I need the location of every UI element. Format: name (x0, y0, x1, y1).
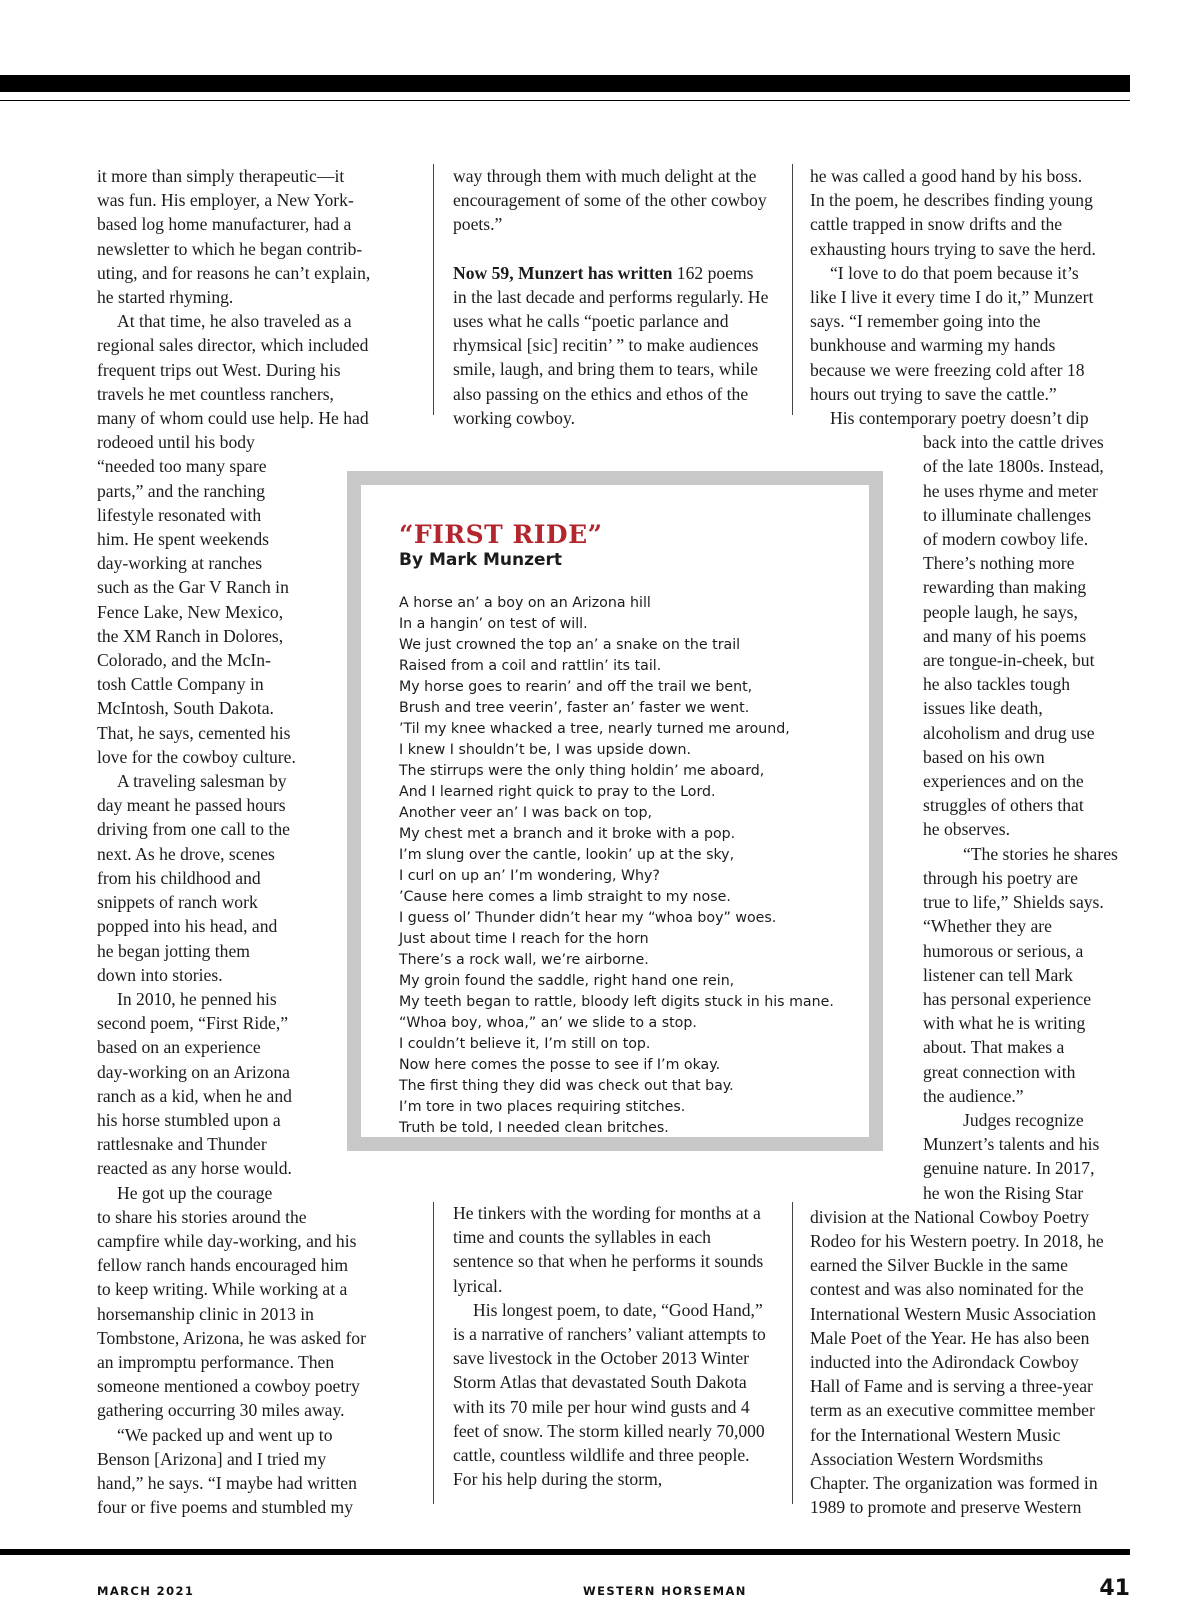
text-line: Rodeo for his Western poetry. In 2018, he (810, 1230, 1104, 1251)
paragraph (810, 164, 1140, 261)
poem-line: I’m tore in two places requiring stitches. (399, 1099, 686, 1115)
text-line: tosh Cattle Company in (97, 674, 264, 695)
text-line: 1989 to promote and preserve Western (810, 1497, 1082, 1518)
paragraph (810, 261, 1140, 406)
text-line: alcoholism and drug use (923, 722, 1095, 743)
text-line: he won the Rising Star (923, 1182, 1084, 1203)
text-line: he also tackles tough (923, 674, 1071, 695)
text-line: struggles of others that (923, 795, 1084, 816)
text-line: great connection with (923, 1061, 1076, 1082)
poem-line: My groin found the saddle, right hand one rein, (399, 973, 735, 989)
text-line: the XM Ranch in Dolores, (97, 625, 284, 646)
article-column-2-bottom (453, 1201, 773, 1491)
text-line: Colorado, and the McIn- (97, 650, 271, 671)
text-line: Association Western Wordsmiths (810, 1448, 1044, 1469)
text-line: based log home manufacturer, had a (97, 214, 352, 235)
text-line: In 2010, he penned his (117, 988, 277, 1009)
paragraph (453, 261, 771, 430)
text-line: has personal experience (923, 988, 1092, 1009)
poem-line: I’m slung over the cantle, lookin’ up at the sky, (399, 847, 735, 863)
text-line: because we were freezing cold after 18 (810, 359, 1085, 380)
text-line: he started rhyming. (97, 287, 234, 308)
text-line: he uses rhyme and meter (923, 480, 1098, 501)
text-line: Hall of Fame and is serving a three-year (810, 1376, 1093, 1397)
text-line: His contemporary poetry doesn’t dip (830, 408, 1089, 429)
text-line: inducted into the Adirondack Cowboy (810, 1351, 1079, 1372)
text-line: many of whom could use help. He had (97, 408, 369, 429)
text-line: hand,” he says. “I maybe had written (97, 1472, 357, 1493)
text-line: uting, and for reasons he can’t explain, (97, 262, 371, 283)
poem-line: Just about time I reach for the horn (399, 931, 649, 947)
text-line: In the poem, he describes finding young (810, 190, 1093, 211)
text-line: of modern cowboy life. (923, 529, 1089, 550)
text-line: him. He spent weekends (97, 529, 269, 550)
text-line: people laugh, he says, (923, 601, 1078, 622)
text-line: horsemanship clinic in 2013 in (97, 1303, 314, 1324)
text-line: newsletter to which he began contrib- (97, 238, 363, 259)
column-divider (792, 164, 793, 415)
poem-line: We just crowned the top an’ a snake on the trail (399, 637, 741, 653)
paragraph (97, 164, 417, 309)
poem-line: And I learned right quick to pray to the Lord. (399, 784, 716, 800)
text-line: to share his stories around the (97, 1206, 307, 1227)
text-line: lifestyle resonated with (97, 504, 262, 525)
text-line: campfire while day-working, and his (97, 1230, 357, 1251)
text-line: based on his own (923, 746, 1045, 767)
text-line: term as an executive committee member (810, 1400, 1095, 1421)
header-rule-thick (0, 75, 1130, 92)
poem-line: In a hangin’ on test of will. (399, 616, 588, 632)
text-line: genuine nature. In 2017, (923, 1158, 1095, 1179)
text-line: it more than simply therapeutic—it (97, 166, 345, 186)
text-line: gathering occurring 30 miles away. (97, 1400, 345, 1421)
header-rule-thin (0, 100, 1130, 101)
text-line: Chapter. The organization was formed in (810, 1472, 1098, 1493)
text-line: like I live it every time I do it,” Munzert (810, 287, 1094, 308)
text-line: from his childhood and (97, 867, 261, 888)
poem-line: There’s a rock wall, we’re airborne. (399, 952, 649, 968)
poem-line: The first thing they did was check out that bay. (399, 1078, 734, 1094)
text-line: an impromptu performance. Then (97, 1351, 335, 1372)
text-line: Tombstone, Arizona, he was asked for (97, 1327, 366, 1348)
text-line: someone mentioned a cowboy poetry (97, 1376, 360, 1397)
text-line: rattlesnake and Thunder (97, 1134, 267, 1155)
text-line: A traveling salesman by (117, 771, 287, 792)
text-line: humorous or serious, a (923, 940, 1084, 961)
text-line: rewarding than making (923, 577, 1087, 598)
text-line: he was called a good hand by his boss. (810, 166, 1083, 186)
paragraph-text: 162 poems in the last decade and performs regularly. He uses what he calls “poetic parlance and rhymsical [sic] recitin’ ” to make audiences smile, laugh, and bring them to tears, while also passing on the ethics and ethos of the working cowboy. (453, 262, 769, 428)
page-number: 41 (1099, 1576, 1130, 1601)
text-line: rodeoed until his body (97, 432, 255, 453)
text-line: based on an experience (97, 1037, 261, 1058)
text-line: was fun. His employer, a New York- (97, 190, 354, 211)
text-line: Fence Lake, New Mexico, (97, 601, 284, 622)
text-line: to keep writing. While working at a (97, 1279, 348, 1300)
paragraph (97, 1423, 417, 1520)
text-line: listener can tell Mark (923, 964, 1073, 985)
text-line: driving from one call to the (97, 819, 290, 840)
text-line: true to life,” Shields says. (923, 892, 1104, 913)
text-line: fellow ranch hands encouraged him (97, 1255, 349, 1276)
text-line: contest and was also nominated for the (810, 1279, 1084, 1300)
text-line: “We packed up and went up to (117, 1424, 333, 1445)
column-divider (433, 1202, 434, 1504)
text-line: Munzert’s talents and his (923, 1134, 1100, 1155)
text-line: through his poetry are (923, 867, 1078, 888)
poem-line: My horse goes to rearin’ and off the trail we bent, (399, 679, 753, 695)
paragraph: way through them with much delight at the encouragement of some of the other cowboy poets.” (453, 166, 767, 235)
text-line: with what he is writing (923, 1013, 1086, 1034)
text-line: He got up the courage (117, 1182, 273, 1203)
text-line: says. “I remember going into the (810, 311, 1041, 332)
poem-sidebar (347, 471, 883, 1151)
text-line: he observes. (923, 819, 1010, 840)
text-line: for the International Western Music (810, 1424, 1061, 1445)
text-line: regional sales director, which included (97, 335, 369, 356)
poem-author: By Mark Munzert (399, 550, 563, 570)
text-line: day-working on an Arizona (97, 1061, 290, 1082)
poem-line: Raised from a coil and rattlin’ its tail. (399, 658, 662, 674)
text-line: second poem, “First Ride,” (97, 1013, 289, 1034)
text-line: At that time, he also traveled as a (117, 311, 352, 332)
poem-body (399, 593, 849, 1139)
text-line: love for the cowboy culture. (97, 746, 296, 767)
text-line: Benson [Arizona] and I tried my (97, 1448, 327, 1469)
text-line: ranch as a kid, when he and (97, 1085, 292, 1106)
text-line: travels he met countless ranchers, (97, 383, 334, 404)
paragraph (810, 1108, 1140, 1519)
text-line: snippets of ranch work (97, 892, 258, 913)
article-column-2-top (453, 164, 771, 430)
poem-line: I couldn’t believe it, I’m still on top. (399, 1036, 651, 1052)
paragraph (97, 1181, 417, 1423)
poem-line: My teeth began to rattle, bloody left digits stuck in his mane. (399, 994, 834, 1010)
poem-line: I guess ol’ Thunder didn’t hear my “whoa boy” woes. (399, 910, 777, 926)
text-line: and many of his poems (923, 625, 1087, 646)
footer-date: MARCH 2021 (97, 1584, 195, 1598)
text-line: Judges recognize (963, 1109, 1084, 1130)
text-line: such as the Gar V Ranch in (97, 577, 289, 598)
text-line: the audience.” (923, 1085, 1024, 1106)
text-line: International Western Music Association (810, 1303, 1097, 1324)
text-line: down into stories. (97, 964, 223, 985)
text-line: exhausting hours trying to save the herd. (810, 238, 1096, 259)
text-line: popped into his head, and (97, 916, 278, 937)
text-line: four or five poems and stumbled my (97, 1497, 354, 1518)
text-line: issues like death, (923, 698, 1043, 719)
text-line: parts,” and the ranching (97, 480, 266, 501)
text-line: That, he says, cemented his (97, 722, 291, 743)
poem-line: A horse an’ a boy on an Arizona hill (399, 595, 651, 611)
text-line: McIntosh, South Dakota. (97, 698, 274, 719)
column-divider (792, 1202, 793, 1504)
poem-title: “FIRST RIDE” (399, 520, 603, 549)
text-line: cattle trapped in snow drifts and the (810, 214, 1063, 235)
text-line: hours out trying to save the cattle.” (810, 383, 1057, 404)
poem-line: ’Cause here comes a limb straight to my nose. (399, 889, 731, 905)
text-line: experiences and on the (923, 771, 1084, 792)
text-line: are tongue-in-cheek, but (923, 650, 1095, 671)
text-line: bunkhouse and warming my hands (810, 335, 1056, 356)
lead-in: Now 59, Munzert has written (453, 262, 673, 283)
text-line: reacted as any horse would. (97, 1158, 292, 1179)
poem-line: Truth be told, I needed clean britches. (399, 1120, 669, 1136)
poem-line: Brush and tree veerin’, faster an’ faster we went. (399, 700, 750, 716)
poem-line: ’Til my knee whacked a tree, nearly turned me around, (399, 721, 790, 737)
text-line: back into the cattle drives (923, 432, 1104, 453)
text-line: day-working at ranches (97, 553, 263, 574)
text-line: frequent trips out West. During his (97, 359, 341, 380)
footer-magazine: WESTERN HORSEMAN (583, 1584, 747, 1598)
paragraph: He tinkers with the wording for months at a time and counts the syllables in each sentence so that when he performs it sounds lyrical. (453, 1203, 764, 1296)
text-line: “I love to do that poem because it’s (830, 262, 1079, 283)
text-line: day meant he passed hours (97, 795, 286, 816)
text-line: of the late 1800s. Instead, (923, 456, 1104, 477)
poem-line: I curl on up an’ I’m wondering, Why? (399, 868, 660, 884)
text-line: division at the National Cowboy Poetry (810, 1206, 1090, 1227)
text-line: “Whether they are (923, 916, 1052, 937)
text-line: his horse stumbled upon a (97, 1109, 281, 1130)
text-line: to illuminate challenges (923, 504, 1092, 525)
text-line: about. That makes a (923, 1037, 1065, 1058)
poem-panel (361, 485, 869, 1137)
column-divider (433, 164, 434, 415)
text-line: next. As he drove, scenes (97, 843, 275, 864)
poem-line: The stirrups were the only thing holdin’ me aboard, (399, 763, 765, 779)
poem-line: “Whoa boy, whoa,” an’ we slide to a stop. (399, 1015, 697, 1031)
text-line: “The stories he shares (963, 843, 1118, 864)
poem-line: I knew I shouldn’t be, I was upside down. (399, 742, 692, 758)
text-line: he began jotting them (97, 940, 250, 961)
footer-rule (0, 1549, 1130, 1555)
poem-line: Now here comes the posse to see if I’m okay. (399, 1057, 721, 1073)
poem-line: My chest met a branch and it broke with a pop. (399, 826, 736, 842)
text-line: earned the Silver Buckle in the same (810, 1255, 1068, 1276)
text-line: “needed too many spare (97, 456, 267, 477)
text-line: Male Poet of the Year. He has also been (810, 1327, 1090, 1348)
paragraph: His longest poem, to date, “Good Hand,” is a narrative of ranchers’ valiant attempts to save livestock in the October 2013 Winter Storm Atlas that devastated South Dakota with its 70 mile per hour wind gusts and 4 feet of snow. The storm killed nearly 70,000 cattle, countless wildlife and three people. For his help during the storm, (453, 1299, 766, 1490)
text-line: There’s nothing more (923, 553, 1075, 574)
poem-line: Another veer an’ I was back on top, (399, 805, 652, 821)
